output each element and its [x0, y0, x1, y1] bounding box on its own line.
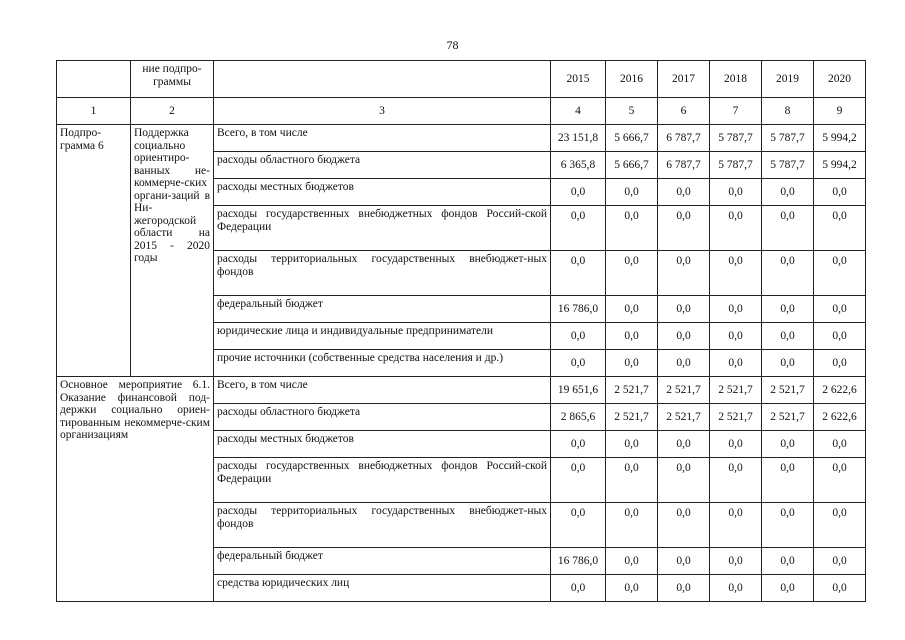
column-index-cell: 4 [551, 98, 606, 125]
column-index-cell: 8 [762, 98, 814, 125]
value-cell: 2 521,7 [658, 404, 710, 431]
value-cell: 0,0 [551, 251, 606, 296]
value-cell: 0,0 [658, 575, 710, 602]
column-index-cell: 5 [606, 98, 658, 125]
value-cell: 0,0 [710, 296, 762, 323]
value-cell: 6 787,7 [658, 125, 710, 152]
value-cell: 0,0 [658, 179, 710, 206]
value-cell: 0,0 [762, 323, 814, 350]
value-cell: 0,0 [658, 296, 710, 323]
column-index-row [57, 98, 866, 125]
value-cell: 5 787,7 [710, 125, 762, 152]
value-cell: 0,0 [814, 179, 866, 206]
value-cell: 0,0 [658, 503, 710, 548]
value-cell: 0,0 [814, 350, 866, 377]
value-cell: 2 865,6 [551, 404, 606, 431]
value-cell: 0,0 [814, 431, 866, 458]
value-cell: 0,0 [814, 548, 866, 575]
value-cell: 0,0 [762, 296, 814, 323]
funding-source-label: расходы территориальных государственных внебюджет-ных фондов [214, 503, 551, 548]
value-cell: 0,0 [814, 206, 866, 251]
value-cell: 0,0 [762, 206, 814, 251]
column-index-cell: 7 [710, 98, 762, 125]
value-cell: 0,0 [551, 179, 606, 206]
funding-source-label: Всего, в том числе [214, 377, 551, 404]
value-cell: 2 521,7 [762, 404, 814, 431]
funding-source-label: юридические лица и индивидуальные предприниматели [214, 323, 551, 350]
value-cell: 0,0 [710, 575, 762, 602]
value-cell: 6 787,7 [658, 152, 710, 179]
value-cell: 2 622,6 [814, 404, 866, 431]
value-cell: 0,0 [551, 575, 606, 602]
column-index-cell: 6 [658, 98, 710, 125]
value-cell: 0,0 [658, 251, 710, 296]
value-cell: 2 521,7 [606, 404, 658, 431]
value-cell: 0,0 [606, 431, 658, 458]
value-cell: 19 651,6 [551, 377, 606, 404]
value-cell: 0,0 [814, 296, 866, 323]
funding-source-label: прочие источники (собственные средства населения и др.) [214, 350, 551, 377]
value-cell: 0,0 [658, 431, 710, 458]
value-cell: 16 786,0 [551, 296, 606, 323]
value-cell: 0,0 [814, 575, 866, 602]
value-cell: 5 787,7 [762, 152, 814, 179]
value-cell: 0,0 [710, 251, 762, 296]
value-cell: 0,0 [762, 251, 814, 296]
header-year: 2019 [762, 61, 814, 98]
value-cell: 0,0 [710, 431, 762, 458]
value-cell: 0,0 [606, 179, 658, 206]
value-cell: 0,0 [762, 458, 814, 503]
value-cell: 2 622,6 [814, 377, 866, 404]
header-year: 2017 [658, 61, 710, 98]
value-cell: 0,0 [551, 503, 606, 548]
value-cell: 2 521,7 [710, 404, 762, 431]
value-cell: 0,0 [762, 179, 814, 206]
value-cell: 2 521,7 [606, 377, 658, 404]
value-cell: 0,0 [710, 503, 762, 548]
table-row [57, 125, 866, 152]
value-cell: 5 994,2 [814, 125, 866, 152]
value-cell: 0,0 [814, 503, 866, 548]
funding-source-label: расходы областного бюджета [214, 152, 551, 179]
value-cell: 0,0 [606, 458, 658, 503]
page-number: 78 [446, 38, 459, 52]
main-activity-description: Основное мероприятие 6.1. Оказание финансовой под-держки социально ориен-тированным некоммерче-ским организациям [57, 377, 214, 602]
table-row [57, 377, 866, 404]
value-cell: 0,0 [710, 350, 762, 377]
value-cell: 5 666,7 [606, 125, 658, 152]
funding-source-label: расходы местных бюджетов [214, 179, 551, 206]
column-index-cell: 2 [131, 98, 214, 125]
funding-source-label: расходы областного бюджета [214, 404, 551, 431]
header-row [57, 61, 866, 98]
funding-source-label: средства юридических лиц [214, 575, 551, 602]
value-cell: 2 521,7 [710, 377, 762, 404]
value-cell: 0,0 [606, 350, 658, 377]
value-cell: 6 365,8 [551, 152, 606, 179]
funding-source-label: расходы государственных внебюджетных фондов Россий-ской Федерации [214, 458, 551, 503]
subprogram-name: Поддержка социально ориентиро-ванных не-коммерче-ских органи-заций в Ни-жегородской области на 2015 - 2020 годы [131, 125, 214, 377]
value-cell: 0,0 [606, 503, 658, 548]
value-cell: 5 787,7 [710, 152, 762, 179]
value-cell: 0,0 [551, 458, 606, 503]
value-cell: 0,0 [606, 251, 658, 296]
header-year: 2018 [710, 61, 762, 98]
value-cell: 0,0 [762, 548, 814, 575]
value-cell: 0,0 [710, 323, 762, 350]
column-index-cell: 9 [814, 98, 866, 125]
value-cell: 0,0 [710, 179, 762, 206]
funding-source-label: расходы государственных внебюджетных фондов Россий-ской Федерации [214, 206, 551, 251]
value-cell: 0,0 [551, 323, 606, 350]
funding-source-label: расходы местных бюджетов [214, 431, 551, 458]
header-col1 [57, 61, 131, 98]
value-cell: 0,0 [551, 350, 606, 377]
funding-source-label: федеральный бюджет [214, 548, 551, 575]
value-cell: 0,0 [606, 206, 658, 251]
value-cell: 0,0 [606, 323, 658, 350]
value-cell: 2 521,7 [762, 377, 814, 404]
header-year: 2016 [606, 61, 658, 98]
value-cell: 0,0 [710, 548, 762, 575]
column-index-cell: 1 [57, 98, 131, 125]
funding-source-label: расходы территориальных государственных внебюджет-ных фондов [214, 251, 551, 296]
value-cell: 5 787,7 [762, 125, 814, 152]
value-cell: 0,0 [658, 548, 710, 575]
value-cell: 0,0 [551, 431, 606, 458]
value-cell: 0,0 [762, 503, 814, 548]
value-cell: 0,0 [762, 431, 814, 458]
funding-source-label: Всего, в том числе [214, 125, 551, 152]
header-col3 [214, 61, 551, 98]
value-cell: 0,0 [606, 575, 658, 602]
value-cell: 0,0 [814, 323, 866, 350]
value-cell: 0,0 [551, 206, 606, 251]
header-year: 2020 [814, 61, 866, 98]
value-cell: 5 666,7 [606, 152, 658, 179]
header-year: 2015 [551, 61, 606, 98]
value-cell: 2 521,7 [658, 377, 710, 404]
value-cell: 0,0 [762, 350, 814, 377]
subprogram-label: Подпро-грамма 6 [57, 125, 131, 377]
value-cell: 0,0 [606, 548, 658, 575]
value-cell: 0,0 [762, 575, 814, 602]
value-cell: 0,0 [658, 323, 710, 350]
value-cell: 0,0 [658, 350, 710, 377]
value-cell: 0,0 [814, 458, 866, 503]
value-cell: 23 151,8 [551, 125, 606, 152]
header-col2: ние подпро-граммы [131, 61, 214, 98]
value-cell: 0,0 [658, 458, 710, 503]
value-cell: 0,0 [710, 206, 762, 251]
column-index-cell: 3 [214, 98, 551, 125]
budget-table [56, 60, 866, 602]
value-cell: 0,0 [658, 206, 710, 251]
value-cell: 16 786,0 [551, 548, 606, 575]
funding-source-label: федеральный бюджет [214, 296, 551, 323]
value-cell: 0,0 [710, 458, 762, 503]
value-cell: 0,0 [814, 251, 866, 296]
value-cell: 5 994,2 [814, 152, 866, 179]
value-cell: 0,0 [606, 296, 658, 323]
